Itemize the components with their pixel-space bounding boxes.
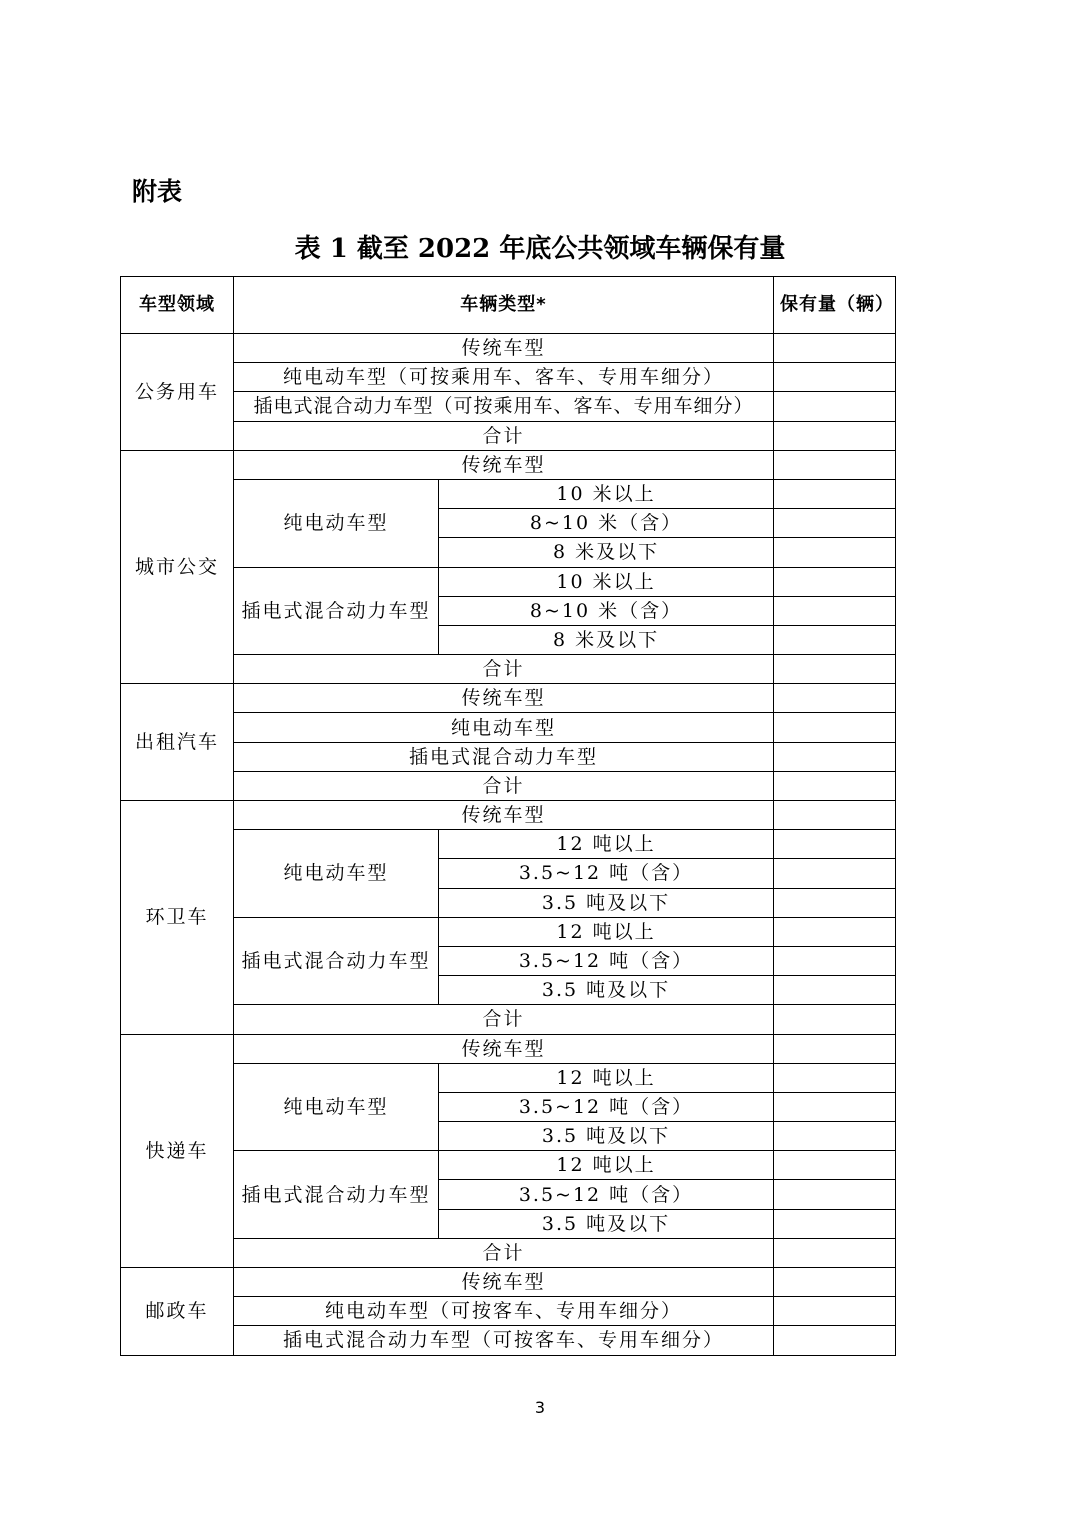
type-cell: 纯电动车型 [234,713,774,742]
type-cell: 插电式混合动力车型（可按客车、专用车细分） [234,1326,774,1355]
size-cell: 8 米及以下 [439,625,774,654]
table-row [121,713,896,742]
size-cell: 8~10 米（含） [439,509,774,538]
subtype-cell: 纯电动车型 [234,1063,439,1151]
count-cell[interactable] [774,596,896,625]
table-row [121,1034,896,1063]
count-cell[interactable] [774,1326,896,1355]
table-row [121,801,896,830]
subtype-cell: 插电式混合动力车型 [234,917,439,1005]
count-cell[interactable] [774,713,896,742]
table-row [121,655,896,684]
type-cell: 插电式混合动力车型（可按乘用车、客车、专用车细分） [234,392,774,421]
size-cell: 8~10 米（含） [439,596,774,625]
count-cell[interactable] [774,684,896,713]
count-cell[interactable] [774,655,896,684]
size-cell: 3.5 吨及以下 [439,976,774,1005]
header-count: 保有量（辆） [774,277,896,334]
count-cell[interactable] [774,801,896,830]
count-cell[interactable] [774,976,896,1005]
count-cell[interactable] [774,1238,896,1267]
table-row [121,334,896,363]
total-cell: 合计 [234,771,774,800]
total-cell: 合计 [234,1005,774,1034]
size-cell: 12 吨以上 [439,1063,774,1092]
count-cell[interactable] [774,1180,896,1209]
table-row [121,450,896,479]
subtype-cell: 插电式混合动力车型 [234,567,439,655]
total-cell: 合计 [234,655,774,684]
count-cell[interactable] [774,830,896,859]
count-cell[interactable] [774,946,896,975]
table-row [121,1063,896,1092]
type-cell: 传统车型 [234,450,774,479]
table-row [121,771,896,800]
count-cell[interactable] [774,567,896,596]
table-row [121,917,896,946]
size-cell: 3.5 吨及以下 [439,1122,774,1151]
count-cell[interactable] [774,917,896,946]
page-number: 3 [534,1398,546,1417]
count-cell[interactable] [774,742,896,771]
domain-cell-sanitation: 环卫车 [121,801,234,1035]
count-cell[interactable] [774,479,896,508]
type-cell: 传统车型 [234,334,774,363]
type-cell: 传统车型 [234,801,774,830]
count-cell[interactable] [774,625,896,654]
table-row [121,742,896,771]
type-cell: 纯电动车型（可按客车、专用车细分） [234,1297,774,1326]
vehicle-ownership-table [120,276,896,1356]
header-vehicle-type: 车辆类型* [234,277,774,334]
count-cell[interactable] [774,888,896,917]
count-cell[interactable] [774,771,896,800]
type-cell: 传统车型 [234,1034,774,1063]
subtype-cell: 插电式混合动力车型 [234,1151,439,1239]
count-cell[interactable] [774,1268,896,1297]
size-cell: 10 米以上 [439,567,774,596]
count-cell[interactable] [774,450,896,479]
size-cell: 12 吨以上 [439,1151,774,1180]
table-row [121,392,896,421]
count-cell[interactable] [774,1034,896,1063]
size-cell: 12 吨以上 [439,917,774,946]
count-cell[interactable] [774,859,896,888]
type-cell: 传统车型 [234,684,774,713]
domain-cell-postal: 邮政车 [121,1268,234,1356]
size-cell: 3.5~12 吨（含） [439,946,774,975]
table-row [121,684,896,713]
subtype-cell: 纯电动车型 [234,479,439,567]
count-cell[interactable] [774,363,896,392]
table-title: 表 1 截至 2022 年底公共领域车辆保有量 [294,234,786,264]
type-cell: 插电式混合动力车型 [234,742,774,771]
type-cell: 纯电动车型（可按乘用车、客车、专用车细分） [234,363,774,392]
size-cell: 3.5~12 吨（含） [439,1092,774,1121]
domain-cell-official: 公务用车 [121,334,234,451]
size-cell: 12 吨以上 [439,830,774,859]
domain-cell-taxi: 出租汽车 [121,684,234,801]
type-cell: 传统车型 [234,1268,774,1297]
table-row [121,830,896,859]
count-cell[interactable] [774,1151,896,1180]
header-domain: 车型领域 [121,277,234,334]
table-row [121,1238,896,1267]
count-cell[interactable] [774,392,896,421]
size-cell: 3.5 吨及以下 [439,888,774,917]
domain-cell-express: 快递车 [121,1034,234,1268]
table-header-row [121,277,896,334]
table-row [121,1151,896,1180]
table-row [121,1005,896,1034]
size-cell: 3.5~12 吨（含） [439,1180,774,1209]
count-cell[interactable] [774,1005,896,1034]
table-row [121,421,896,450]
appendix-label: 附表 [132,177,183,206]
count-cell[interactable] [774,1063,896,1092]
total-cell: 合计 [234,1238,774,1267]
count-cell[interactable] [774,334,896,363]
table-row [121,1297,896,1326]
count-cell[interactable] [774,538,896,567]
total-cell: 合计 [234,421,774,450]
count-cell[interactable] [774,1122,896,1151]
size-cell: 8 米及以下 [439,538,774,567]
table-row [121,567,896,596]
domain-cell-bus: 城市公交 [121,450,234,684]
size-cell: 10 米以上 [439,479,774,508]
count-cell[interactable] [774,421,896,450]
table-row [121,363,896,392]
size-cell: 3.5~12 吨（含） [439,859,774,888]
count-cell[interactable] [774,509,896,538]
table-row [121,1268,896,1297]
table-row [121,1326,896,1355]
count-cell[interactable] [774,1092,896,1121]
subtype-cell: 纯电动车型 [234,830,439,918]
count-cell[interactable] [774,1209,896,1238]
table-row [121,479,896,508]
count-cell[interactable] [774,1297,896,1326]
size-cell: 3.5 吨及以下 [439,1209,774,1238]
